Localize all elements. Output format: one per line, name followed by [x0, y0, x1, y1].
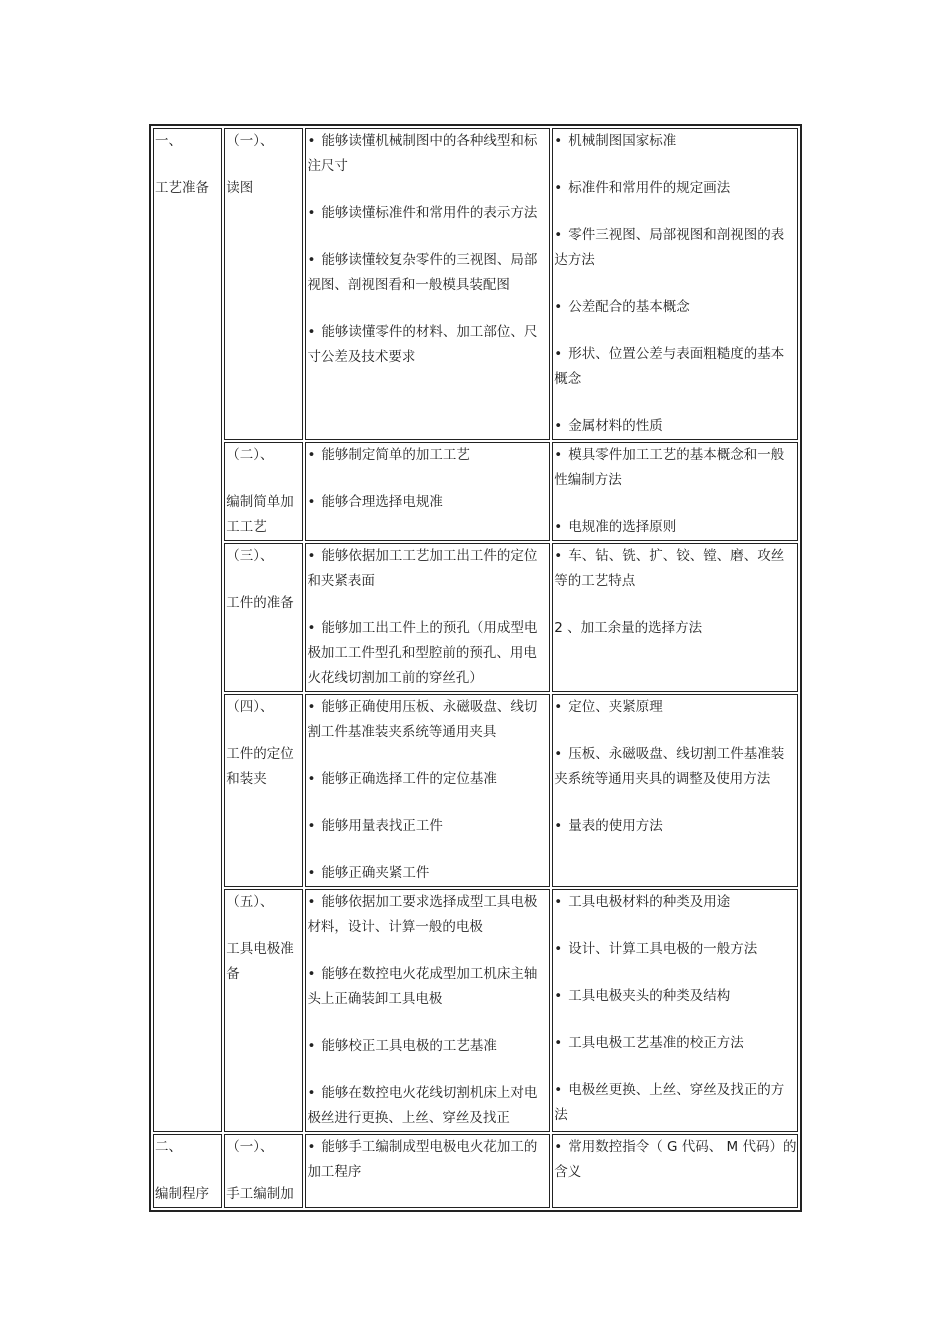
bullet-icon: •	[307, 894, 316, 910]
sub-item-gap	[226, 569, 302, 591]
sub-item-gap	[226, 1160, 302, 1182]
level-gap	[155, 154, 221, 176]
knowledge-item	[554, 814, 797, 839]
knowledge-text: 2 、加工余量的选择方法	[554, 620, 703, 636]
sub-item-gap	[226, 468, 302, 490]
skills-cell	[305, 694, 550, 887]
bullet-icon: •	[307, 865, 316, 881]
skill-gap	[307, 745, 549, 767]
knowledge-item	[554, 695, 797, 720]
skills-requirements-table	[149, 124, 802, 1212]
level-number: 一、	[155, 133, 182, 149]
skill-text: 能够读懂零件的材料、加工部位、尺寸公差及技术要求	[307, 324, 538, 365]
bullet-icon: •	[307, 1085, 316, 1101]
bullet-icon: •	[307, 252, 316, 268]
skill-gap	[307, 179, 549, 201]
skill-item	[307, 962, 549, 1012]
bullet-icon: •	[554, 227, 563, 243]
knowledge-item	[554, 742, 797, 792]
bullet-icon: •	[307, 133, 316, 149]
knowledge-text: 金属材料的性质	[568, 418, 663, 434]
bullet-icon: •	[554, 180, 563, 196]
knowledge-item	[554, 984, 797, 1009]
skill-gap	[307, 298, 549, 320]
knowledge-gap	[554, 962, 797, 984]
skill-gap	[307, 1012, 549, 1034]
bullet-icon: •	[554, 1139, 563, 1155]
sub-item-name: 工件的准备	[226, 595, 294, 611]
skill-item	[307, 490, 549, 515]
bullet-icon: •	[554, 818, 563, 834]
sub-item-gap	[226, 154, 302, 176]
bullet-icon: •	[554, 519, 563, 535]
bullet-icon: •	[554, 418, 563, 434]
sub-item-name: 工件的定位和装夹	[226, 746, 294, 787]
knowledge-gap	[554, 792, 797, 814]
sub-item-number: （一）、	[226, 1139, 274, 1155]
sub-item-number: （四）、	[226, 699, 274, 715]
bullet-icon: •	[307, 548, 316, 564]
knowledge-gap	[554, 273, 797, 295]
skill-gap	[307, 594, 549, 616]
knowledge-text: 机械制图国家标准	[568, 133, 677, 149]
knowledge-text: 工具电极夹头的种类及结构	[568, 988, 731, 1004]
bullet-icon: •	[307, 1139, 316, 1155]
knowledge-text: 电规准的选择原则	[568, 519, 677, 535]
skill-item	[307, 861, 549, 886]
knowledge-item	[554, 544, 797, 594]
knowledge-cell	[552, 128, 798, 440]
skill-item	[307, 890, 549, 940]
knowledge-text: 设计、计算工具电极的一般方法	[568, 941, 758, 957]
bullet-icon: •	[554, 299, 563, 315]
table-body	[153, 128, 798, 1208]
knowledge-item	[554, 129, 797, 154]
knowledge-text: 电极丝更换、上丝、穿丝及找正的方法	[554, 1082, 785, 1123]
knowledge-text: 工具电极材料的种类及用途	[568, 894, 731, 910]
skill-item	[307, 1034, 549, 1059]
knowledge-item	[554, 443, 797, 493]
knowledge-text: 形状、位置公差与表面粗糙度的基本概念	[554, 346, 785, 387]
sub-item-cell	[224, 889, 303, 1132]
sub-item-name: 读图	[226, 180, 254, 196]
skill-item	[307, 1135, 549, 1185]
sub-item-gap	[226, 915, 302, 937]
knowledge-item	[554, 890, 797, 915]
skill-text: 能够手工编制成型电极电火花加工的加工程序	[307, 1139, 538, 1180]
skill-gap	[307, 940, 549, 962]
sub-item-name: 工具电极准备	[226, 941, 294, 982]
bullet-icon: •	[307, 966, 316, 982]
table-row	[153, 889, 798, 1132]
knowledge-text: 零件三视图、局部视图和剖视图的表达方法	[554, 227, 785, 268]
bullet-icon: •	[554, 548, 563, 564]
skill-item	[307, 695, 549, 745]
skill-item	[307, 248, 549, 298]
skill-text: 能够读懂标准件和常用件的表示方法	[321, 205, 538, 221]
skill-text: 能够依据加工工艺加工出工件的定位和夹紧表面	[307, 548, 538, 589]
skill-item	[307, 1081, 549, 1131]
bullet-icon: •	[554, 346, 563, 362]
skill-gap	[307, 468, 549, 490]
skill-item	[307, 814, 549, 839]
bullet-icon: •	[554, 1082, 563, 1098]
skill-item	[307, 129, 549, 179]
skill-text: 能够校正工具电极的工艺基准	[321, 1038, 497, 1054]
skill-text: 能够在数控电火花成型加工机床主轴头上正确装卸工具电极	[307, 966, 538, 1007]
skill-item	[307, 443, 549, 468]
knowledge-cell	[552, 442, 798, 541]
skill-item	[307, 616, 549, 691]
skills-cell	[305, 442, 550, 541]
sub-item-number: （三）、	[226, 548, 274, 564]
skill-gap	[307, 839, 549, 861]
knowledge-text: 常用数控指令（ G 代码、 M 代码）的含义	[554, 1139, 797, 1180]
bullet-icon: •	[554, 1035, 563, 1051]
skill-text: 能够用量表找正工件	[321, 818, 443, 834]
knowledge-item	[554, 414, 797, 439]
skill-text: 能够依据加工要求选择成型工具电极材料，设计、计算一般的电极	[307, 894, 538, 935]
knowledge-gap	[554, 594, 797, 616]
sub-item-number: （一）、	[226, 133, 274, 149]
skill-gap	[307, 226, 549, 248]
skill-item	[307, 320, 549, 370]
skill-gap	[307, 1059, 549, 1081]
bullet-icon: •	[307, 699, 316, 715]
knowledge-text: 定位、夹紧原理	[568, 699, 663, 715]
table-row	[153, 442, 798, 541]
level-number: 二、	[155, 1139, 182, 1155]
skills-cell	[305, 128, 550, 440]
skills-cell	[305, 1134, 550, 1208]
bullet-icon: •	[554, 988, 563, 1004]
sub-item-cell	[224, 694, 303, 887]
sub-item-cell	[224, 1134, 303, 1208]
bullet-icon: •	[307, 818, 316, 834]
bullet-icon: •	[307, 447, 316, 463]
knowledge-text: 工具电极工艺基准的校正方法	[568, 1035, 744, 1051]
knowledge-item	[554, 1135, 797, 1185]
skill-gap	[307, 792, 549, 814]
knowledge-gap	[554, 392, 797, 414]
knowledge-item	[554, 937, 797, 962]
knowledge-text: 车、钻、铣、扩、铰、镗、磨、攻丝等的工艺特点	[554, 548, 785, 589]
knowledge-item	[554, 176, 797, 201]
sub-item-cell	[224, 442, 303, 541]
sub-item-cell	[224, 128, 303, 440]
bullet-icon: •	[554, 133, 563, 149]
knowledge-gap	[554, 493, 797, 515]
table-row	[153, 1134, 798, 1208]
table-row	[153, 543, 798, 692]
skills-cell	[305, 543, 550, 692]
sub-item-number: （二）、	[226, 447, 274, 463]
level-gap	[155, 1160, 221, 1182]
skill-item	[307, 767, 549, 792]
skill-text: 能够在数控电火花线切割机床上对电极丝进行更换、上丝、穿丝及找正	[307, 1085, 538, 1126]
level-name: 编制程序	[155, 1186, 209, 1202]
bullet-icon: •	[307, 205, 316, 221]
skill-text: 能够加工出工件上的预孔（用成型电极加工工件型孔和型腔前的预孔、用电火花线切割加工前的穿丝孔）	[307, 620, 538, 686]
knowledge-cell	[552, 1134, 798, 1208]
bullet-icon: •	[554, 941, 563, 957]
knowledge-gap	[554, 201, 797, 223]
knowledge-cell	[552, 694, 798, 887]
bullet-icon: •	[554, 699, 563, 715]
bullet-icon: •	[307, 771, 316, 787]
skill-text: 能够正确夹紧工件	[321, 865, 430, 881]
skill-text: 能够读懂较复杂零件的三视图、局部视图、剖视图看和一般模具装配图	[307, 252, 538, 293]
knowledge-text: 标准件和常用件的规定画法	[568, 180, 731, 196]
bullet-icon: •	[554, 894, 563, 910]
knowledge-gap	[554, 915, 797, 937]
skill-item	[307, 544, 549, 594]
knowledge-gap	[554, 720, 797, 742]
skill-text: 能够制定简单的加工工艺	[321, 447, 470, 463]
bullet-icon: •	[554, 447, 563, 463]
bullet-icon: •	[307, 494, 316, 510]
knowledge-gap	[554, 154, 797, 176]
knowledge-cell	[552, 543, 798, 692]
skill-text: 能够合理选择电规准	[321, 494, 443, 510]
bullet-icon: •	[307, 620, 316, 636]
bullet-icon: •	[307, 324, 316, 340]
sub-item-number: （五）、	[226, 894, 274, 910]
skill-text: 能够正确选择工件的定位基准	[321, 771, 497, 787]
knowledge-cell	[552, 889, 798, 1132]
sub-item-cell	[224, 543, 303, 692]
knowledge-item	[554, 515, 797, 540]
skill-text: 能够读懂机械制图中的各种线型和标注尺寸	[307, 133, 538, 174]
sub-item-gap	[226, 720, 302, 742]
knowledge-gap	[554, 1009, 797, 1031]
table-row	[153, 128, 798, 440]
knowledge-gap	[554, 1056, 797, 1078]
knowledge-item	[554, 1078, 797, 1128]
skill-text: 能够正确使用压板、永磁吸盘、线切割工件基准装夹系统等通用夹具	[307, 699, 538, 740]
bullet-icon: •	[554, 746, 563, 762]
level-cell	[153, 1134, 222, 1208]
sub-item-name: 编制简单加工工艺	[226, 494, 294, 535]
knowledge-item	[554, 616, 797, 641]
knowledge-text: 压板、永磁吸盘、线切割工件基准装夹系统等通用夹具的调整及使用方法	[554, 746, 785, 787]
knowledge-item	[554, 1031, 797, 1056]
knowledge-text: 模具零件加工工艺的基本概念和一般性编制方法	[554, 447, 785, 488]
skill-item	[307, 201, 549, 226]
knowledge-gap	[554, 320, 797, 342]
level-cell	[153, 128, 222, 1132]
bullet-icon: •	[307, 1038, 316, 1054]
level-name: 工艺准备	[155, 180, 209, 196]
knowledge-item	[554, 295, 797, 320]
knowledge-text: 量表的使用方法	[568, 818, 663, 834]
skills-cell	[305, 889, 550, 1132]
knowledge-item	[554, 223, 797, 273]
sub-item-name: 手工编制加	[226, 1186, 294, 1202]
knowledge-item	[554, 342, 797, 392]
table-row	[153, 694, 798, 887]
knowledge-text: 公差配合的基本概念	[568, 299, 690, 315]
